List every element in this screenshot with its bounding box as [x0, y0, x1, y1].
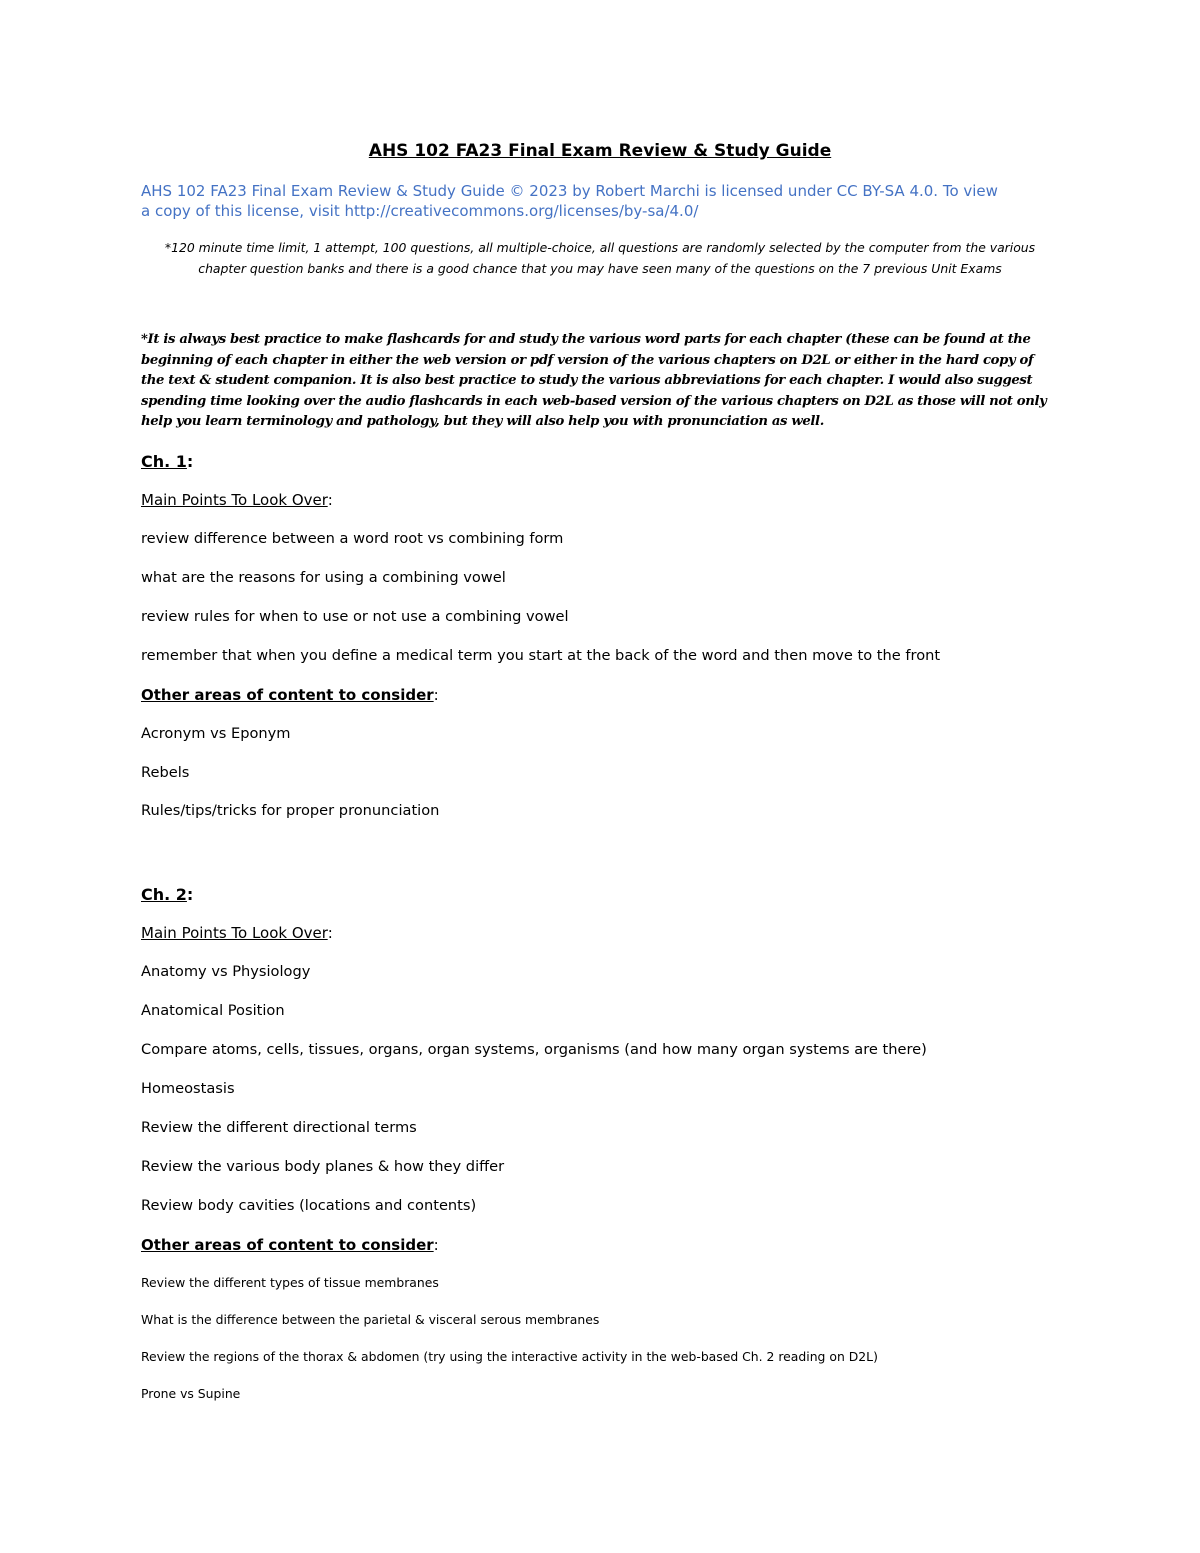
ch2-heading [141, 885, 193, 904]
exam-info-line-1: *120 minute time limit, 1 attempt, 100 questions, all multiple-choice, all questions are randomly selected by the computer from the various [164, 240, 1036, 255]
list-item: Review the regions of the thorax & abdomen (try using the interactive activity in the web-based Ch. 2 reading on D2L) [141, 1349, 878, 1364]
ch2-other-areas-text: Other areas of content to consider [141, 1236, 434, 1254]
license-line-2: a copy of this license, visit http://creativecommons.org/licenses/by-sa/4.0/ [141, 202, 699, 220]
ch1-main-points-label [141, 491, 333, 509]
ch1-other-areas-colon: : [433, 686, 439, 704]
list-item: Review the various body planes & how they differ [141, 1158, 505, 1175]
list-item: Compare atoms, cells, tissues, organs, organ systems, organisms (and how many organ systems are there) [141, 1041, 927, 1058]
page-title: AHS 102 FA23 Final Exam Review & Study Guide [368, 141, 832, 161]
ch2-other-areas-colon: : [433, 1236, 439, 1254]
ch1-main-points-colon: : [327, 491, 333, 509]
list-item: Review the different directional terms [141, 1119, 417, 1136]
practice-note: *It is always best practice to make flashcards for and study the various word parts for each chapter (these can be found at the beginning of each chapter in either the web version or pdf version of the various chapters on D2L or either in the hard copy of the text & student companion. It is also best practice to study the various abbreviations for each chapter. I would also suggest spending time looking over the audio flashcards in each web-based version of the various chapters on D2L as those will not only help you learn terminology and pathology, but they will also help you with pronunciation as well. [141, 332, 1047, 430]
license-line-1: AHS 102 FA23 Final Exam Review & Study Guide © 2023 by Robert Marchi is licensed under CC BY-SA 4.0. To view [141, 182, 998, 200]
ch1-heading-colon: : [186, 452, 194, 471]
list-item: remember that when you define a medical term you start at the back of the word and then move to the front [141, 647, 941, 664]
ch2-main-points-text: Main Points To Look Over [141, 924, 328, 942]
list-item: What is the difference between the parietal & visceral serous membranes [141, 1312, 600, 1327]
list-item: Homeostasis [141, 1080, 235, 1097]
list-item: Prone vs Supine [141, 1386, 241, 1401]
list-item: what are the reasons for using a combining vowel [141, 569, 506, 586]
ch1-main-points-text: Main Points To Look Over [141, 491, 328, 509]
list-item: Acronym vs Eponym [141, 725, 291, 742]
ch2-main-points-colon: : [327, 924, 333, 942]
ch2-heading-colon: : [186, 885, 194, 904]
list-item: Anatomy vs Physiology [141, 963, 311, 980]
list-item: Anatomical Position [141, 1002, 285, 1019]
ch2-other-areas-label [141, 1236, 439, 1254]
ch1-heading [141, 452, 193, 471]
ch2-main-points-label [141, 924, 333, 942]
list-item: Review the different types of tissue membranes [141, 1275, 439, 1290]
list-item: Review body cavities (locations and contents) [141, 1197, 477, 1214]
ch1-heading-text: Ch. 1 [141, 452, 187, 471]
list-item: Rules/tips/tricks for proper pronunciation [141, 802, 440, 819]
list-item: review rules for when to use or not use a combining vowel [141, 608, 569, 625]
list-item: review difference between a word root vs combining form [141, 530, 564, 547]
ch1-other-areas-label [141, 686, 439, 704]
exam-info-line-2: chapter question banks and there is a good chance that you may have seen many of the questions on the 7 previous Unit Exams [198, 261, 1002, 276]
ch1-other-areas-text: Other areas of content to consider [141, 686, 434, 704]
exam-info-note [141, 237, 1059, 279]
ch2-heading-text: Ch. 2 [141, 885, 187, 904]
list-item: Rebels [141, 764, 190, 781]
license-notice [141, 181, 1059, 221]
